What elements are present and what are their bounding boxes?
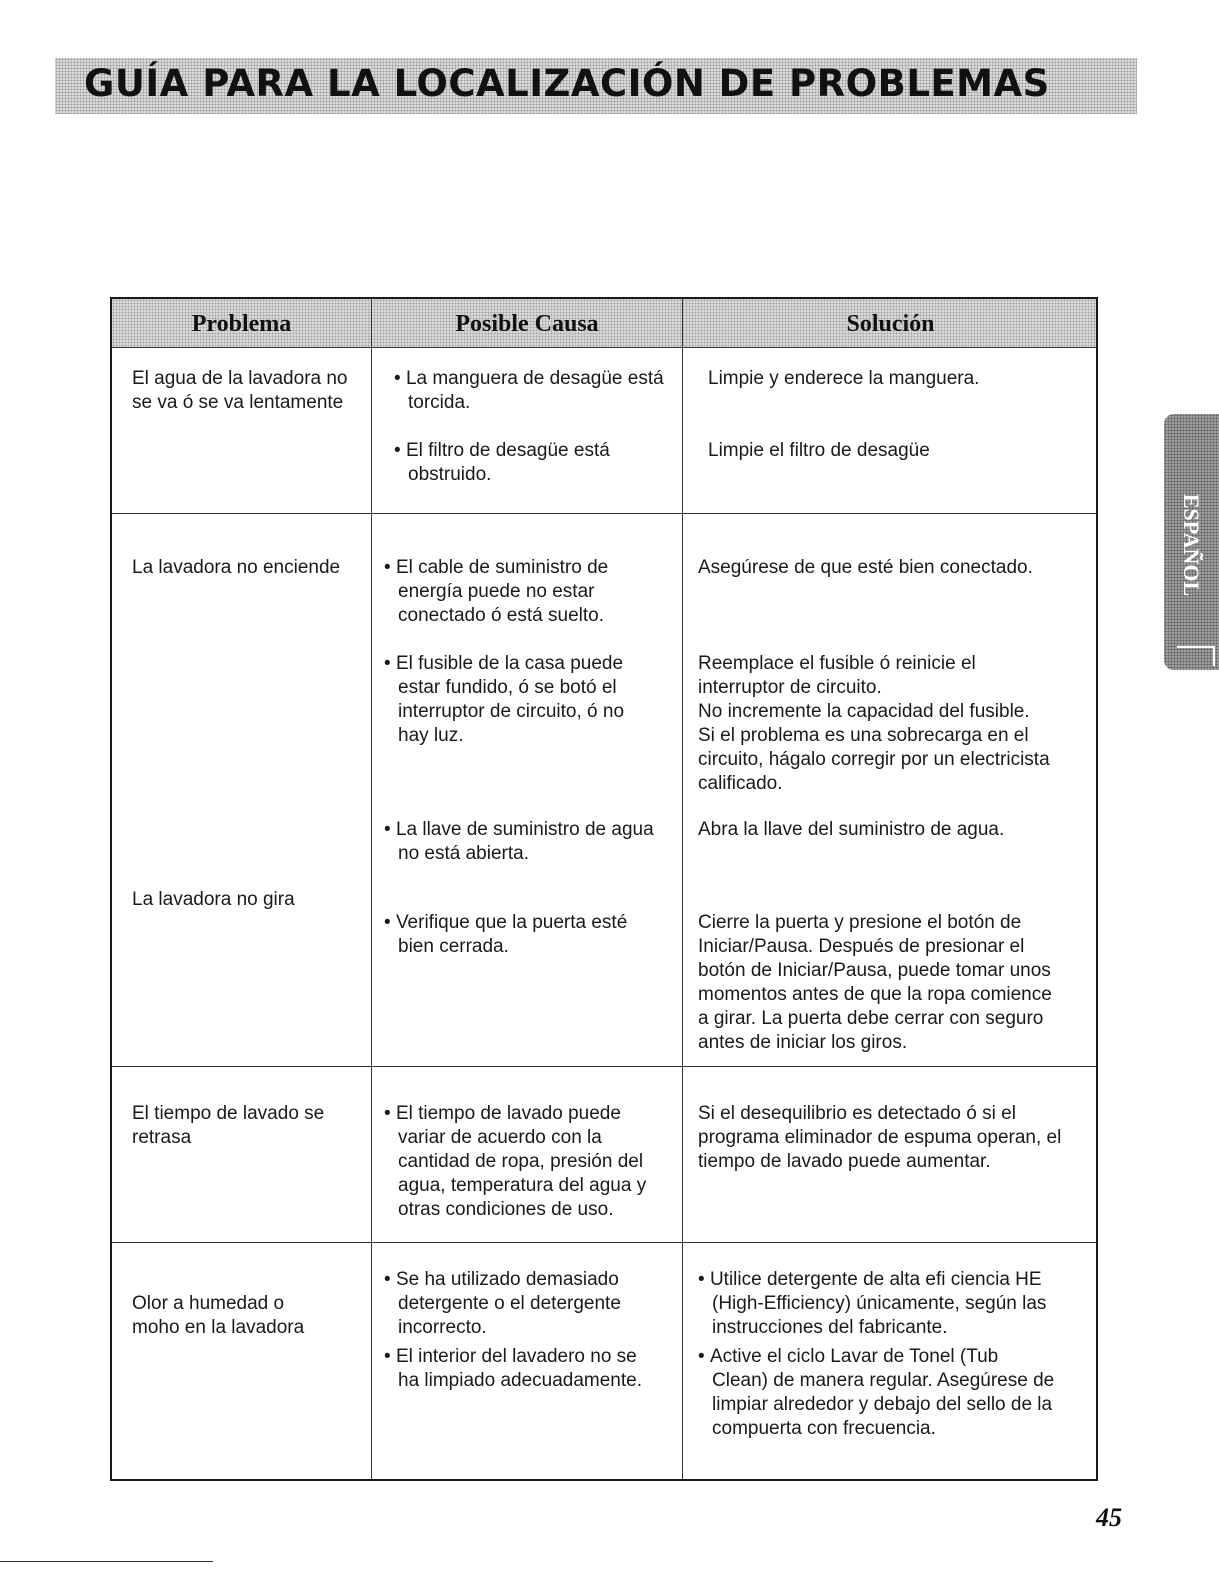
solution-tub-clean: • Active el ciclo Lavar de Tonel (Tub Clean) de manera regular. Asegúrese de limpiar alrededor y debajo del sello de la compuerta con frecuencia. <box>698 1345 1054 1441</box>
cause-not-cleaned: • El interior del lavadero no se ha limpiado adecuadamente. <box>384 1345 642 1393</box>
cause-water-valve: • La llave de suministro de agua no está abierta. <box>384 818 654 866</box>
solution-clean-hose: Limpie y enderece la manguera. <box>708 368 980 389</box>
solution-check-connection: Asegúrese de que esté bien conectado. <box>698 557 1033 578</box>
problem-wash-delayed: El tiempo de lavado se retrasa <box>132 1103 325 1148</box>
problem-no-spin: La lavadora no gira <box>132 889 295 910</box>
cause-too-much-detergent: • Se ha utilizado demasiado detergente o el detergente incorrecto. <box>384 1268 621 1340</box>
cause-filter-clogged: • El filtro de desagüe está obstruido. <box>394 439 610 487</box>
row-divider <box>112 1242 1096 1243</box>
solution-he-detergent: • Utilice detergente de alta efi ciencia HE (High-Efficiency) únicamente, según las instrucciones del fabricante. <box>698 1268 1046 1340</box>
header-solution: Solución <box>846 311 935 337</box>
column-divider <box>682 299 683 1479</box>
table-header-row <box>112 299 1096 347</box>
row-divider <box>112 513 1096 514</box>
solution-clean-filter: Limpie el filtro de desagüe <box>708 440 930 461</box>
column-divider <box>371 299 372 1479</box>
solution-close-door: Cierre la puerta y presione el botón de Iniciar/Pausa. Después de presionar el botón de Iniciar/Pausa, puede tomar unos momentos antes de que la ropa comience a girar. La puerta debe cerrar con seguro antes de iniciar los giros. <box>698 912 1052 1053</box>
solution-imbalance: Si el desequilibrio es detectado ó si el programa eliminador de espuma operan, el tiempo de lavado puede aumentar. <box>698 1103 1062 1172</box>
row-divider <box>112 347 1096 348</box>
solution-replace-fuse: Reemplace el fusible ó reinicie el interruptor de circuito. No incremente la capacidad del fusible. Si el problema es una sobrecarga en el circuito, hágalo corregir por un electricista calificado. <box>698 653 1050 794</box>
cause-power-cord: • El cable de suministro de energía puede no estar conectado ó está suelto. <box>384 556 608 628</box>
footer-rule <box>0 1561 213 1562</box>
cause-fuse: • El fusible de la casa puede estar fundido, ó se botó el interruptor de circuito, ó no hay luz. <box>384 652 624 748</box>
language-tab-label: ESPAÑOL <box>1179 493 1204 597</box>
page-title: GUÍA PARA LA LOCALIZACIÓN DE PROBLEMAS <box>84 62 1050 105</box>
cause-hose-kinked: • La manguera de desagüe está torcida. <box>394 367 664 415</box>
cause-wash-time-varies: • El tiempo de lavado puede variar de acuerdo con la cantidad de ropa, presión del agua, temperatura del agua y otras condiciones de uso. <box>384 1102 646 1222</box>
page-number: 45 <box>1096 1503 1122 1532</box>
row-divider <box>112 1066 1096 1067</box>
problem-drain: El agua de la lavadora no se va ó se va lentamente <box>132 368 348 413</box>
language-tab-marker <box>1177 646 1215 666</box>
header-problem: Problema <box>191 311 292 337</box>
header-cause: Posible Causa <box>455 311 599 337</box>
problem-odor: Olor a humedad o moho en la lavadora <box>132 1293 305 1338</box>
troubleshooting-table <box>110 297 1098 1481</box>
problem-no-power: La lavadora no enciende <box>132 557 341 578</box>
solution-open-valve: Abra la llave del suministro de agua. <box>698 819 1005 840</box>
cause-door-closed: • Verifique que la puerta esté bien cerrada. <box>384 911 627 959</box>
